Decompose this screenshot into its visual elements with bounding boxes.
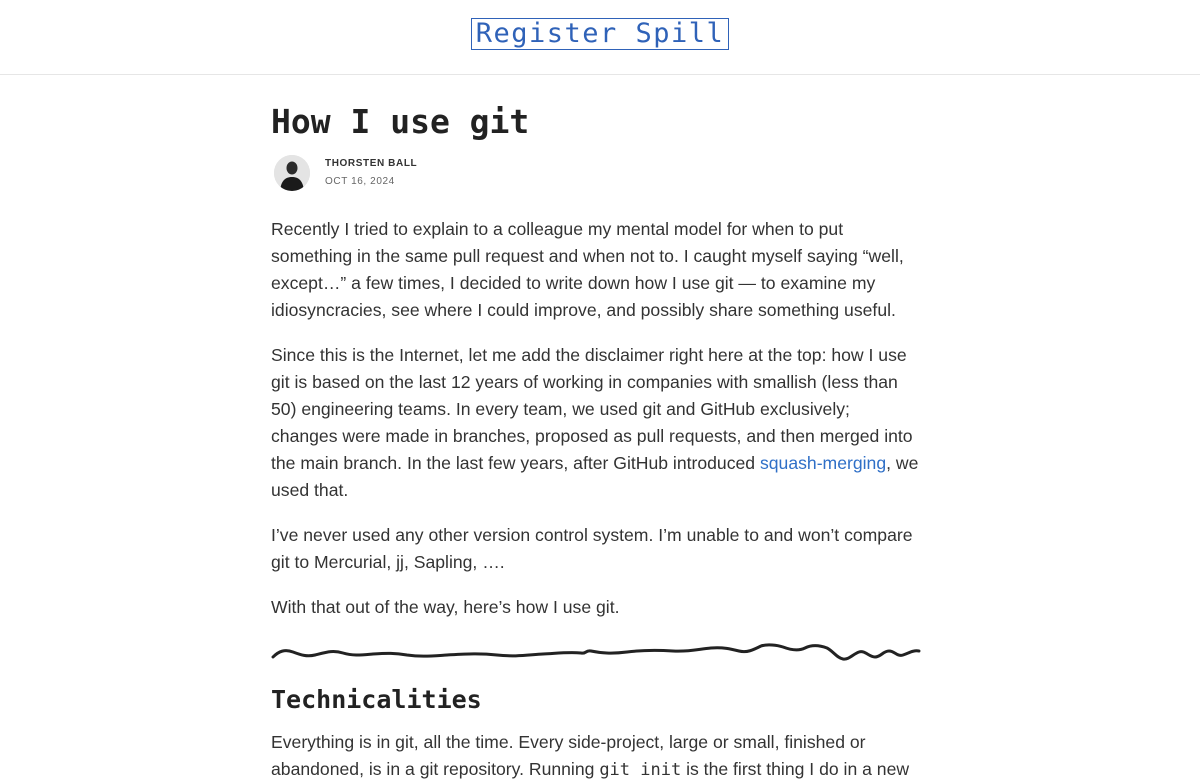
squash-merging-link[interactable]: squash-merging: [759, 453, 887, 473]
paragraph-disclaimer: [271, 342, 921, 504]
page-title: How I use git: [271, 102, 530, 141]
post-body: [271, 216, 921, 784]
section-heading-technicalities: Technicalities: [271, 685, 482, 714]
paragraph-disclaimer-text: Since this is the Internet, let me add the disclaimer right here at the top: how I use git is based on the last 12 years of working in companies with smallish (less than 50) engineering teams. In every team, we used git and GitHub exclusively; changes were made in branches, proposed as pull requests, and then merged into the main branch. In the last few years, after GitHub introduced: [271, 345, 913, 473]
post-article: [271, 76, 921, 784]
post-date: OCT 16, 2024: [325, 176, 395, 187]
author-photo-icon: [274, 155, 310, 191]
inline-code-git-init: git init: [599, 760, 682, 780]
paragraph-transition: With that out of the way, here’s how I use git.: [271, 597, 620, 617]
byline-text: [325, 158, 417, 188]
site-logo[interactable]: Register Spill: [471, 18, 730, 50]
squiggle-divider-icon: [271, 641, 921, 665]
paragraph-technicalities-text: Everything is in git, all the time. Every side-project, large or small, finished or abandoned, is in a git repository. Running: [271, 732, 866, 779]
paragraph-disclaimer-tail: , we used that.: [271, 453, 919, 500]
author-name[interactable]: THORSTEN BALL: [325, 158, 418, 169]
paragraph-intro: Recently I tried to explain to a colleague my mental model for when to put something in the same pull request and when not to. I caught myself saying “well, except…” a few times, I decided to write down how I use git — to examine my idiosyncracies, see where I could improve, and possibly share something useful.: [271, 219, 904, 320]
author-avatar[interactable]: [274, 155, 310, 191]
site-header: [0, 0, 1200, 75]
byline: [271, 154, 921, 192]
paragraph-technicalities: [271, 729, 921, 784]
paragraph-vcs: I’ve never used any other version control system. I’m unable to and won’t compare git to Mercurial, jj, Sapling, ….: [271, 525, 913, 572]
paragraph-technicalities-tail: is the first thing I do in a new: [681, 759, 910, 779]
